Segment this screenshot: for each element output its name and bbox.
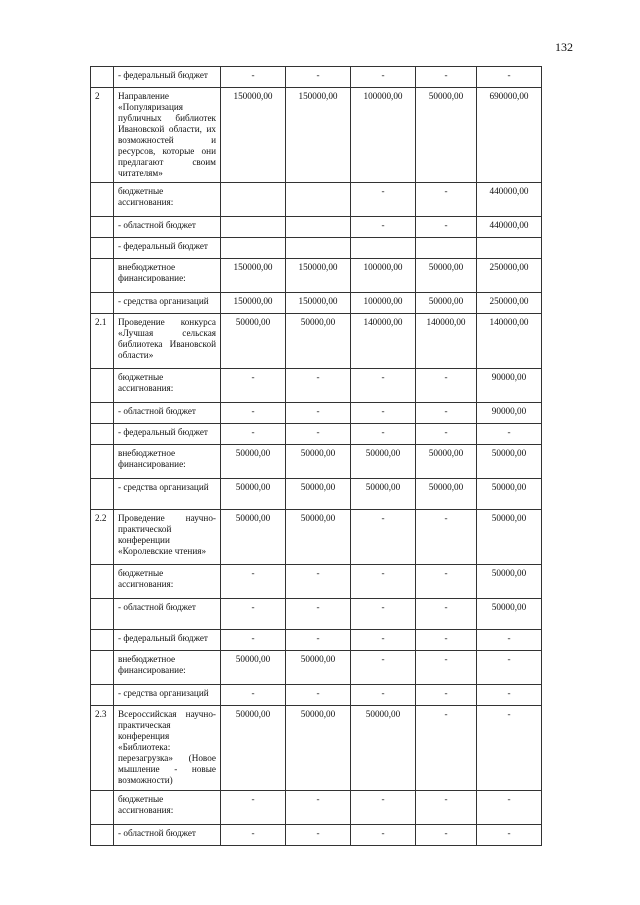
row-number: 2 [91, 88, 114, 183]
value-cell: 50000,00 [416, 293, 477, 314]
value-cell: 100000,00 [351, 88, 416, 183]
table-row [91, 651, 542, 685]
table-row [91, 565, 542, 599]
table-row [91, 369, 542, 403]
row-name: Проведение конкурса «Лучшая сельская библиотека Ивановской области» [114, 314, 221, 369]
value-cell: - [477, 630, 542, 651]
value-cell: - [221, 565, 286, 599]
value-cell: 250000,00 [477, 293, 542, 314]
page-number: 132 [555, 40, 573, 54]
value-cell: - [477, 791, 542, 825]
value-cell: 50000,00 [351, 706, 416, 791]
table-row [91, 217, 542, 238]
value-cell: - [416, 791, 477, 825]
table-row [91, 293, 542, 314]
value-cell [351, 238, 416, 259]
value-cell: - [286, 599, 351, 630]
value-cell: 50000,00 [416, 479, 477, 510]
value-cell: 50000,00 [286, 479, 351, 510]
row-number [91, 369, 114, 403]
budget-table [90, 66, 542, 846]
row-name: - федеральный бюджет [114, 424, 221, 445]
value-cell: 90000,00 [477, 403, 542, 424]
value-cell: - [286, 369, 351, 403]
value-cell: - [221, 630, 286, 651]
value-cell [221, 217, 286, 238]
row-name: - областной бюджет [114, 825, 221, 846]
value-cell: 50000,00 [416, 259, 477, 293]
table-row [91, 630, 542, 651]
value-cell: 50000,00 [286, 314, 351, 369]
value-cell: - [477, 67, 542, 88]
value-cell: 50000,00 [286, 651, 351, 685]
value-cell: - [416, 630, 477, 651]
table-body [91, 67, 542, 846]
table-row [91, 424, 542, 445]
value-cell: - [416, 67, 477, 88]
row-name: Проведение научно-практической конференции «Королевские чтения» [114, 510, 221, 565]
value-cell: 50000,00 [351, 445, 416, 479]
value-cell: 100000,00 [351, 259, 416, 293]
value-cell: 250000,00 [477, 259, 542, 293]
table-row [91, 88, 542, 183]
row-name: бюджетные ассигнования: [114, 183, 221, 217]
value-cell: 50000,00 [221, 314, 286, 369]
value-cell: 150000,00 [286, 259, 351, 293]
table-row [91, 67, 542, 88]
row-number [91, 651, 114, 685]
value-cell: - [416, 217, 477, 238]
row-name: - областной бюджет [114, 403, 221, 424]
value-cell: - [351, 685, 416, 706]
value-cell: - [416, 510, 477, 565]
value-cell: - [416, 825, 477, 846]
row-number: 2.2 [91, 510, 114, 565]
value-cell [416, 238, 477, 259]
value-cell: - [351, 403, 416, 424]
table-row [91, 183, 542, 217]
value-cell: 690000,00 [477, 88, 542, 183]
row-number [91, 825, 114, 846]
row-name: - федеральный бюджет [114, 630, 221, 651]
row-number [91, 791, 114, 825]
value-cell: 440000,00 [477, 217, 542, 238]
value-cell: 150000,00 [221, 293, 286, 314]
row-name: - федеральный бюджет [114, 238, 221, 259]
row-name: внебюджетное финансирование: [114, 445, 221, 479]
value-cell: - [416, 599, 477, 630]
row-name: бюджетные ассигнования: [114, 369, 221, 403]
value-cell: 50000,00 [477, 445, 542, 479]
value-cell: - [477, 651, 542, 685]
value-cell: - [351, 510, 416, 565]
value-cell [221, 238, 286, 259]
value-cell: - [351, 599, 416, 630]
row-number [91, 424, 114, 445]
table-row [91, 259, 542, 293]
row-number [91, 685, 114, 706]
value-cell: - [351, 183, 416, 217]
value-cell: - [286, 424, 351, 445]
value-cell: 50000,00 [221, 445, 286, 479]
value-cell: - [286, 685, 351, 706]
value-cell: - [351, 424, 416, 445]
value-cell: - [286, 791, 351, 825]
value-cell: 140000,00 [351, 314, 416, 369]
value-cell: - [351, 791, 416, 825]
row-number: 2.1 [91, 314, 114, 369]
row-name: - средства организаций [114, 479, 221, 510]
value-cell: - [477, 685, 542, 706]
value-cell: - [221, 599, 286, 630]
value-cell: - [416, 424, 477, 445]
row-name: Всероссийская научно-практическая конференция «Библиотека: перезагрузка» (Новое мышление - новые возможности) [114, 706, 221, 791]
row-name: - федеральный бюджет [114, 67, 221, 88]
value-cell: 90000,00 [477, 369, 542, 403]
value-cell: - [221, 685, 286, 706]
value-cell [286, 238, 351, 259]
value-cell: - [351, 651, 416, 685]
row-name: - средства организаций [114, 293, 221, 314]
row-name: внебюджетное финансирование: [114, 259, 221, 293]
value-cell: 50000,00 [477, 599, 542, 630]
value-cell: - [286, 403, 351, 424]
value-cell: 440000,00 [477, 183, 542, 217]
value-cell: - [221, 403, 286, 424]
row-number: 2.3 [91, 706, 114, 791]
value-cell: - [221, 369, 286, 403]
value-cell: - [477, 424, 542, 445]
row-name: внебюджетное финансирование: [114, 651, 221, 685]
table-row [91, 403, 542, 424]
value-cell: - [221, 67, 286, 88]
value-cell: - [351, 67, 416, 88]
value-cell: 50000,00 [286, 706, 351, 791]
value-cell [286, 183, 351, 217]
value-cell: - [286, 630, 351, 651]
row-name: бюджетные ассигнования: [114, 565, 221, 599]
row-number [91, 183, 114, 217]
value-cell: - [416, 183, 477, 217]
value-cell: 50000,00 [221, 706, 286, 791]
table-row [91, 599, 542, 630]
row-number [91, 445, 114, 479]
value-cell: 150000,00 [221, 259, 286, 293]
row-number [91, 630, 114, 651]
value-cell: - [221, 424, 286, 445]
row-number [91, 599, 114, 630]
table-row [91, 510, 542, 565]
value-cell: 50000,00 [221, 510, 286, 565]
row-number [91, 67, 114, 88]
row-number [91, 238, 114, 259]
value-cell: 50000,00 [477, 479, 542, 510]
value-cell: - [351, 565, 416, 599]
row-number [91, 259, 114, 293]
value-cell: - [416, 706, 477, 791]
value-cell: - [221, 791, 286, 825]
value-cell: - [416, 685, 477, 706]
value-cell: - [416, 565, 477, 599]
row-number [91, 293, 114, 314]
value-cell: 150000,00 [221, 88, 286, 183]
table-row [91, 314, 542, 369]
table-row [91, 685, 542, 706]
value-cell: - [416, 369, 477, 403]
value-cell: 100000,00 [351, 293, 416, 314]
row-number [91, 479, 114, 510]
row-name: бюджетные ассигнования: [114, 791, 221, 825]
value-cell: 50000,00 [416, 88, 477, 183]
value-cell: 50000,00 [286, 445, 351, 479]
table-row [91, 479, 542, 510]
value-cell: - [351, 369, 416, 403]
value-cell: 50000,00 [286, 510, 351, 565]
value-cell: 50000,00 [351, 479, 416, 510]
table-row [91, 238, 542, 259]
row-name: - областной бюджет [114, 217, 221, 238]
value-cell: 140000,00 [477, 314, 542, 369]
value-cell: - [351, 825, 416, 846]
value-cell: - [286, 565, 351, 599]
value-cell: - [286, 67, 351, 88]
value-cell: 150000,00 [286, 88, 351, 183]
table-row [91, 706, 542, 791]
value-cell: 50000,00 [221, 651, 286, 685]
value-cell: - [286, 825, 351, 846]
table-row [91, 445, 542, 479]
value-cell: - [477, 825, 542, 846]
value-cell [221, 183, 286, 217]
row-number [91, 565, 114, 599]
value-cell: - [221, 825, 286, 846]
value-cell: - [351, 630, 416, 651]
value-cell: 50000,00 [477, 565, 542, 599]
row-number [91, 403, 114, 424]
row-number [91, 217, 114, 238]
value-cell: 140000,00 [416, 314, 477, 369]
value-cell: - [351, 217, 416, 238]
value-cell: 50000,00 [221, 479, 286, 510]
value-cell [286, 217, 351, 238]
row-name: - средства организаций [114, 685, 221, 706]
value-cell: 150000,00 [286, 293, 351, 314]
value-cell: 50000,00 [477, 510, 542, 565]
table-row [91, 791, 542, 825]
table-row [91, 825, 542, 846]
row-name: Направление «Популяризация публичных библиотек Ивановской области, их возможностей и ресурсов, которые они предлагают своим читателям» [114, 88, 221, 183]
value-cell: - [416, 651, 477, 685]
value-cell: - [416, 403, 477, 424]
value-cell [477, 238, 542, 259]
value-cell: - [477, 706, 542, 791]
value-cell: 50000,00 [416, 445, 477, 479]
row-name: - областной бюджет [114, 599, 221, 630]
